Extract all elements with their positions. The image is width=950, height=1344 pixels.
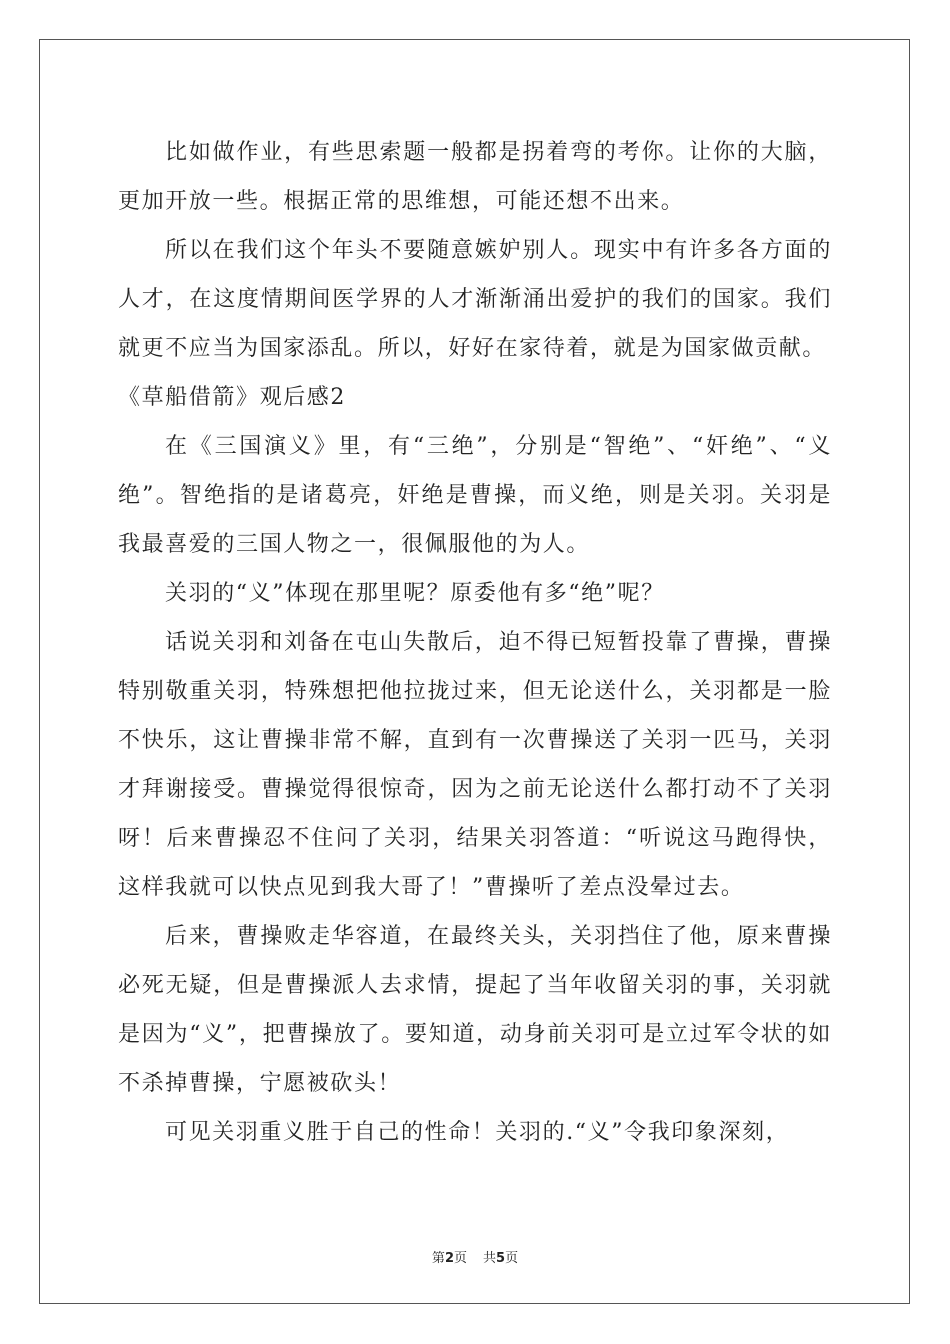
document-body — [118, 128, 832, 1157]
paragraph: 比如做作业，有些思索题一般都是拐着弯的考你。让你的大脑，更加开放一些。根据正常的思维想，可能还想不出来。 — [118, 140, 832, 214]
paragraph: 关羽的“义”体现在那里呢？原委他有多“绝”呢？ — [165, 581, 665, 606]
section-heading: 《草船借箭》观后感2 — [118, 385, 346, 410]
paragraph: 所以在我们这个年头不要随意嫉妒别人。现实中有许多各方面的人才，在这度情期间医学界的人才渐渐涌出爱护的我们的国家。我们就更不应当为国家添乱。所以，好好在家待着，就是为国家做贡献。 — [118, 238, 832, 361]
paragraph: 话说关羽和刘备在屯山失散后，迫不得已短暂投靠了曹操，曹操特别敬重关羽，特殊想把他拉拢过来，但无论送什么，关羽都是一脸不快乐，这让曹操非常不解，直到有一次曹操送了关羽一匹马，关羽才拜谢接受。曹操觉得很惊奇，因为之前无论送什么都打动不了关羽呀！后来曹操忍不住问了关羽，结果关羽答道：“听说这马跑得快，这样我就可以快点见到我大哥了！”曹操听了差点没晕过去。 — [118, 630, 832, 900]
paragraph: 可见关羽重义胜于自己的性命！关羽的.“义”令我印象深刻， — [165, 1120, 790, 1145]
paragraph: 在《三国演义》里，有“三绝”，分别是“智绝”、“奸绝”、“义绝”。智绝指的是诸葛亮，奸绝是曹操，而义绝，则是关羽。关羽是我最喜爱的三国人物之一，很佩服他的为人。 — [118, 434, 832, 557]
page-number: 第2页 — [431, 1251, 467, 1266]
page-total: 共5页 — [483, 1251, 519, 1266]
page-footer — [0, 1247, 950, 1266]
paragraph: 后来，曹操败走华容道，在最终关头，关羽挡住了他，原来曹操必死无疑，但是曹操派人去求情，提起了当年收留关羽的事，关羽就是因为“义”，把曹操放了。要知道，动身前关羽可是立过军令状的如不杀掉曹操，宁愿被砍头！ — [118, 924, 832, 1096]
